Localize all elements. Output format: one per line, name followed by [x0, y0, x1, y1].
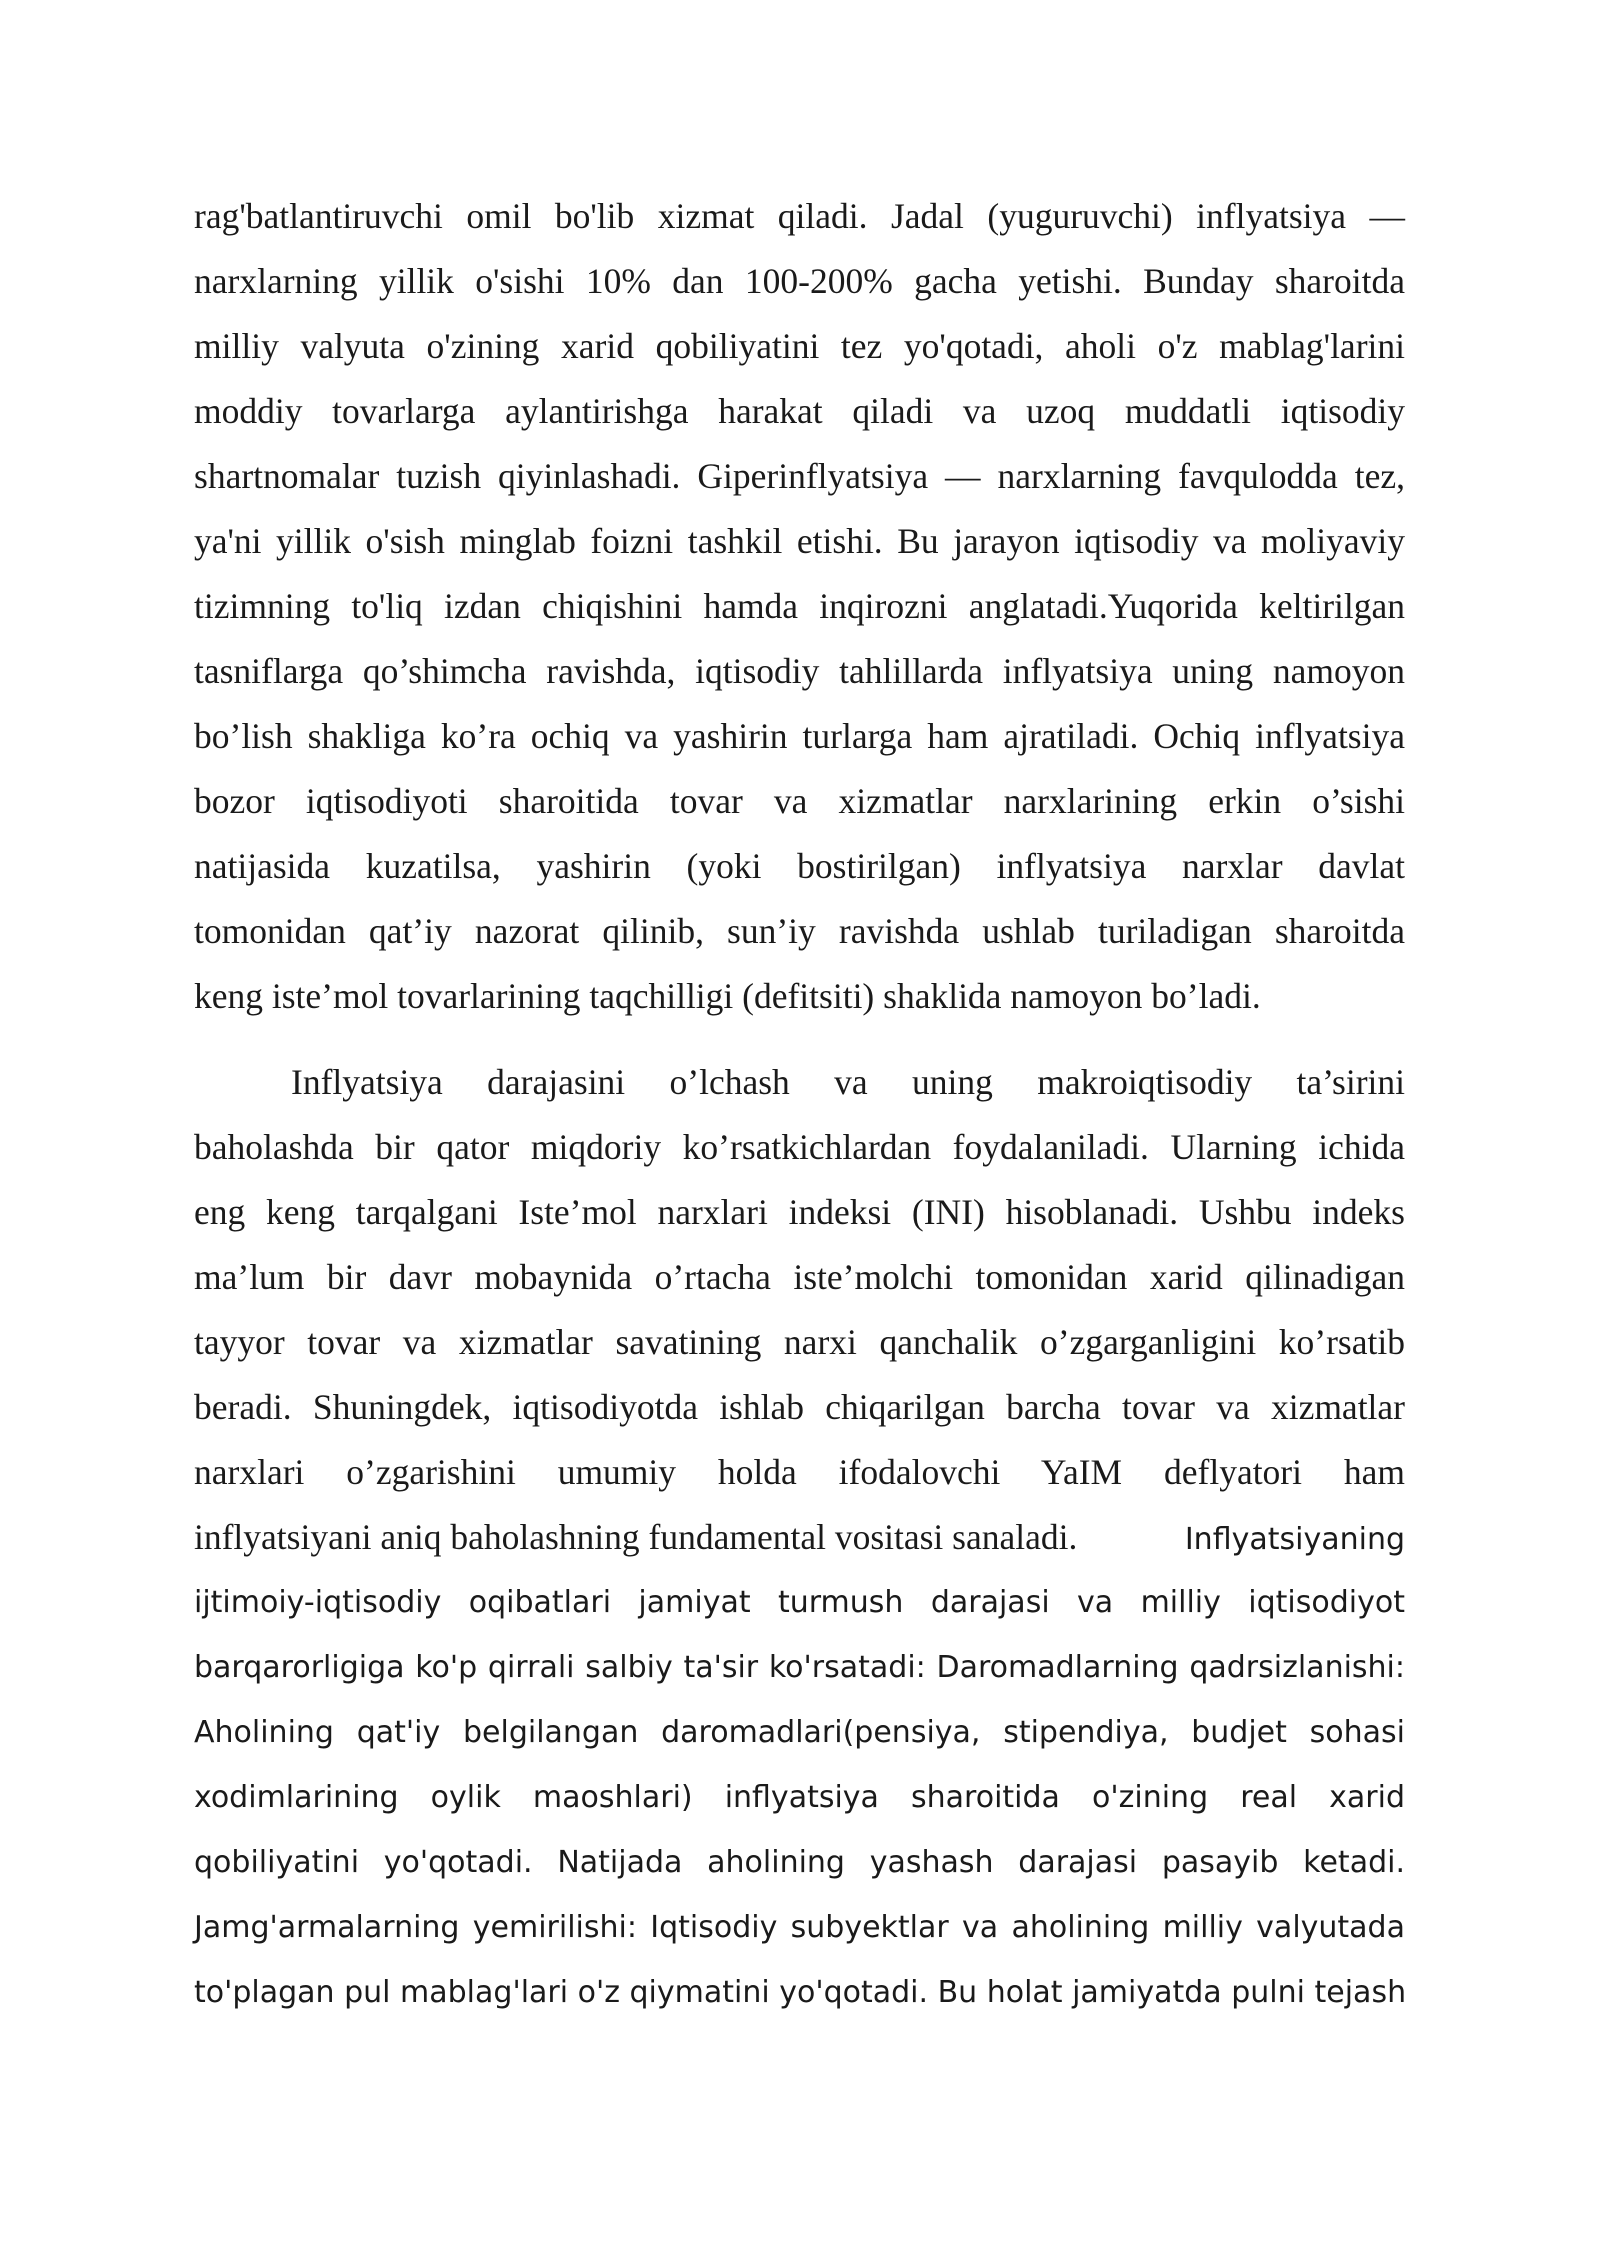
text-line-serif-part: inflyatsiyani aniq baholashning fundamental vositasi sanaladi. [194, 1517, 1078, 1557]
text-line: baholashda bir qator miqdoriy ko’rsatkichlardan foydalaniladi. Ularning ichida [194, 1127, 1405, 1167]
text-line: to'plagan pul mablag'lari o'z qiymatini yo'qotadi. Bu holat jamiyatda pulni tejash [194, 1975, 1407, 2010]
text-line: ijtimoiy-iqtisodiy oqibatlari jamiyat turmush darajasi va milliy iqtisodiyot [194, 1585, 1405, 1620]
text-line: Inflyatsiya darajasini o’lchash va uning makroiqtisodiy ta’sirini [291, 1062, 1405, 1102]
text-line: ya'ni yillik o'sish minglab foizni tashkil etishi. Bu jarayon iqtisodiy va moliyaviy [194, 521, 1405, 561]
text-line: keng iste’mol tovarlarining taqchilligi (defitsiti) shaklida namoyon bo’ladi. [194, 976, 1261, 1016]
text-line: narxlari o’zgarishini umumiy holda ifodalovchi YaIM deflyatori ham [194, 1452, 1405, 1492]
paragraph-inflation-measurement [194, 1050, 1405, 1570]
text-line: Aholining qat'iy belgilangan daromadlari(pensiya, stipendiya, budjet sohasi [194, 1715, 1405, 1750]
text-line: natijasida kuzatilsa, yashirin (yoki bostirilgan) inflyatsiya narxlar davlat [194, 846, 1405, 886]
text-line: rag'batlantiruvchi omil bo'lib xizmat qiladi. Jadal (yuguruvchi) inflyatsiya — [194, 196, 1405, 236]
text-line: tomonidan qat’iy nazorat qilinib, sun’iy ravishda ushlab turiladigan sharoitda [194, 911, 1405, 951]
paragraph-inflation-types [194, 184, 1405, 1029]
text-line: xodimlarining oylik maoshlari) inflyatsiya sharoitida o'zining real xarid [194, 1780, 1405, 1815]
text-line: narxlarning yillik o'sishi 10% dan 100-200% gacha yetishi. Bunday sharoitda [194, 261, 1405, 301]
text-line: moddiy tovarlarga aylantirishga harakat qiladi va uzoq muddatli iqtisodiy [194, 391, 1405, 431]
paragraph-inflation-consequences [194, 1570, 1405, 2025]
text-line: milliy valyuta o'zining xarid qobiliyatini tez yo'qotadi, aholi o'z mablag'larini [194, 326, 1405, 366]
text-line: ma’lum bir davr mobaynida o’rtacha iste’molchi tomonidan xarid qilinadigan [194, 1257, 1405, 1297]
text-line: beradi. Shuningdek, iqtisodiyotda ishlab chiqarilgan barcha tovar va xizmatlar [194, 1387, 1405, 1427]
text-line: barqarorligiga ko'p qirrali salbiy ta'sir ko'rsatadi: Daromadlarning qadrsizlanishi: [194, 1650, 1405, 1685]
text-line-sans-part: Inflyatsiyaning [1184, 1522, 1405, 1557]
text-line: tayyor tovar va xizmatlar savatining narxi qanchalik o’zgarganligini ko’rsatib [194, 1322, 1405, 1362]
text-line: shartnomalar tuzish qiyinlashadi. Giperinflyatsiya — narxlarning favqulodda tez, [194, 456, 1405, 496]
text-line: bo’lish shakliga ko’ra ochiq va yashirin turlarga ham ajratiladi. Ochiq inflyatsiya [194, 716, 1405, 756]
text-line: eng keng tarqalgani Iste’mol narxlari indeksi (INI) hisoblanadi. Ushbu indeks [194, 1192, 1405, 1232]
mixed-font-line [194, 1505, 1405, 1570]
text-line: tasniflarga qo’shimcha ravishda, iqtisodiy tahlillarda inflyatsiya uning namoyon [194, 651, 1405, 691]
text-line: Jamg'armalarning yemirilishi: Iqtisodiy subyektlar va aholining milliy valyutada [194, 1910, 1405, 1945]
text-line: bozor iqtisodiyoti sharoitida tovar va xizmatlar narxlarining erkin o’sishi [194, 781, 1405, 821]
text-line: tizimning to'liq izdan chiqishini hamda inqirozni anglatadi.Yuqorida keltirilgan [194, 586, 1405, 626]
text-line: qobiliyatini yo'qotadi. Natijada aholining yashash darajasi pasayib ketadi. [194, 1845, 1405, 1880]
